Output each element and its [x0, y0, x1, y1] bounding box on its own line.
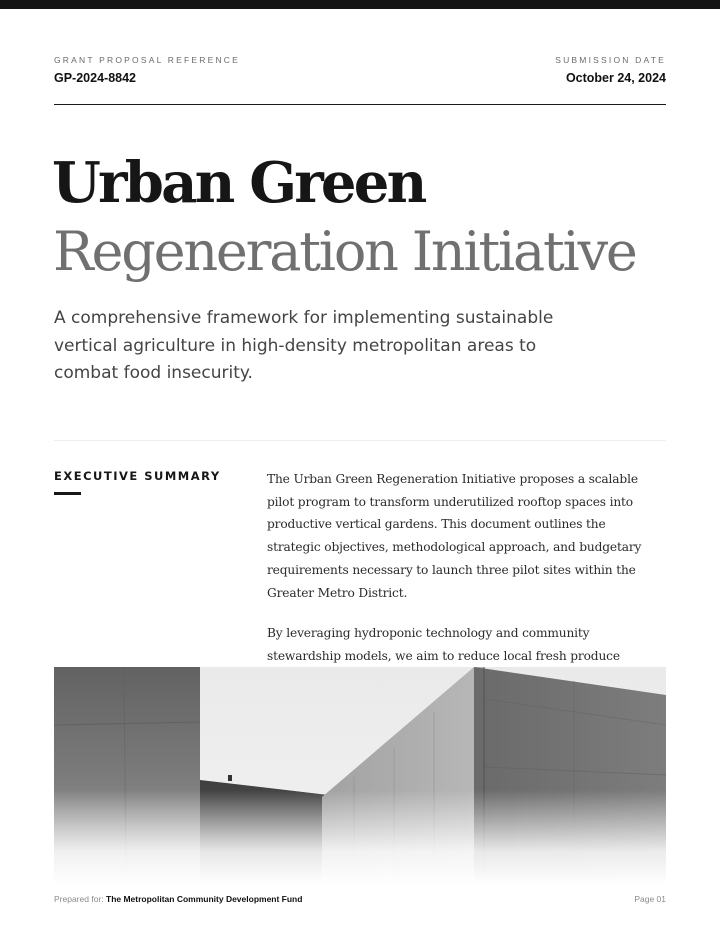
architecture-photo [54, 667, 666, 885]
date-label: SUBMISSION DATE [555, 55, 666, 65]
submission-date [555, 55, 666, 85]
top-bar [0, 0, 720, 9]
header-divider [54, 104, 666, 105]
footer-prepared-for [54, 894, 302, 904]
prepared-organization: The Metropolitan Community Development Fund [106, 894, 303, 904]
executive-summary-label: EXECUTIVE SUMMARY [54, 469, 221, 483]
page-number: Page 01 [634, 894, 666, 904]
summary-paragraph-2: By leveraging hydroponic technology and community stewardship models, we aim to reduce local fresh produce [267, 626, 620, 663]
title-line-1: Urban Green [52, 150, 425, 216]
date-value: October 24, 2024 [565, 71, 666, 85]
photo-fade-overlay [54, 790, 666, 885]
title-line-2: Regeneration Initiative [53, 220, 636, 283]
proposal-reference [54, 55, 240, 85]
prepared-label: Prepared for: [54, 894, 104, 904]
subtitle: A comprehensive framework for implementing sustainable vertical agriculture in high-density metropolitan areas to combat food insecurity. [54, 308, 554, 383]
reference-value: GP-2024-8842 [54, 71, 137, 85]
summary-paragraph-1: The Urban Green Regeneration Initiative proposes a scalable pilot program to transform underutilized rooftop spaces into productive vertical gardens. This document outlines the strategic objectives, methodological approach, and budgetary requirements necessary to launch three pilot sites within the Greater Metro District. [267, 472, 642, 600]
section-accent-bar [54, 492, 81, 495]
section-divider [54, 440, 666, 441]
reference-label: GRANT PROPOSAL REFERENCE [54, 55, 240, 65]
